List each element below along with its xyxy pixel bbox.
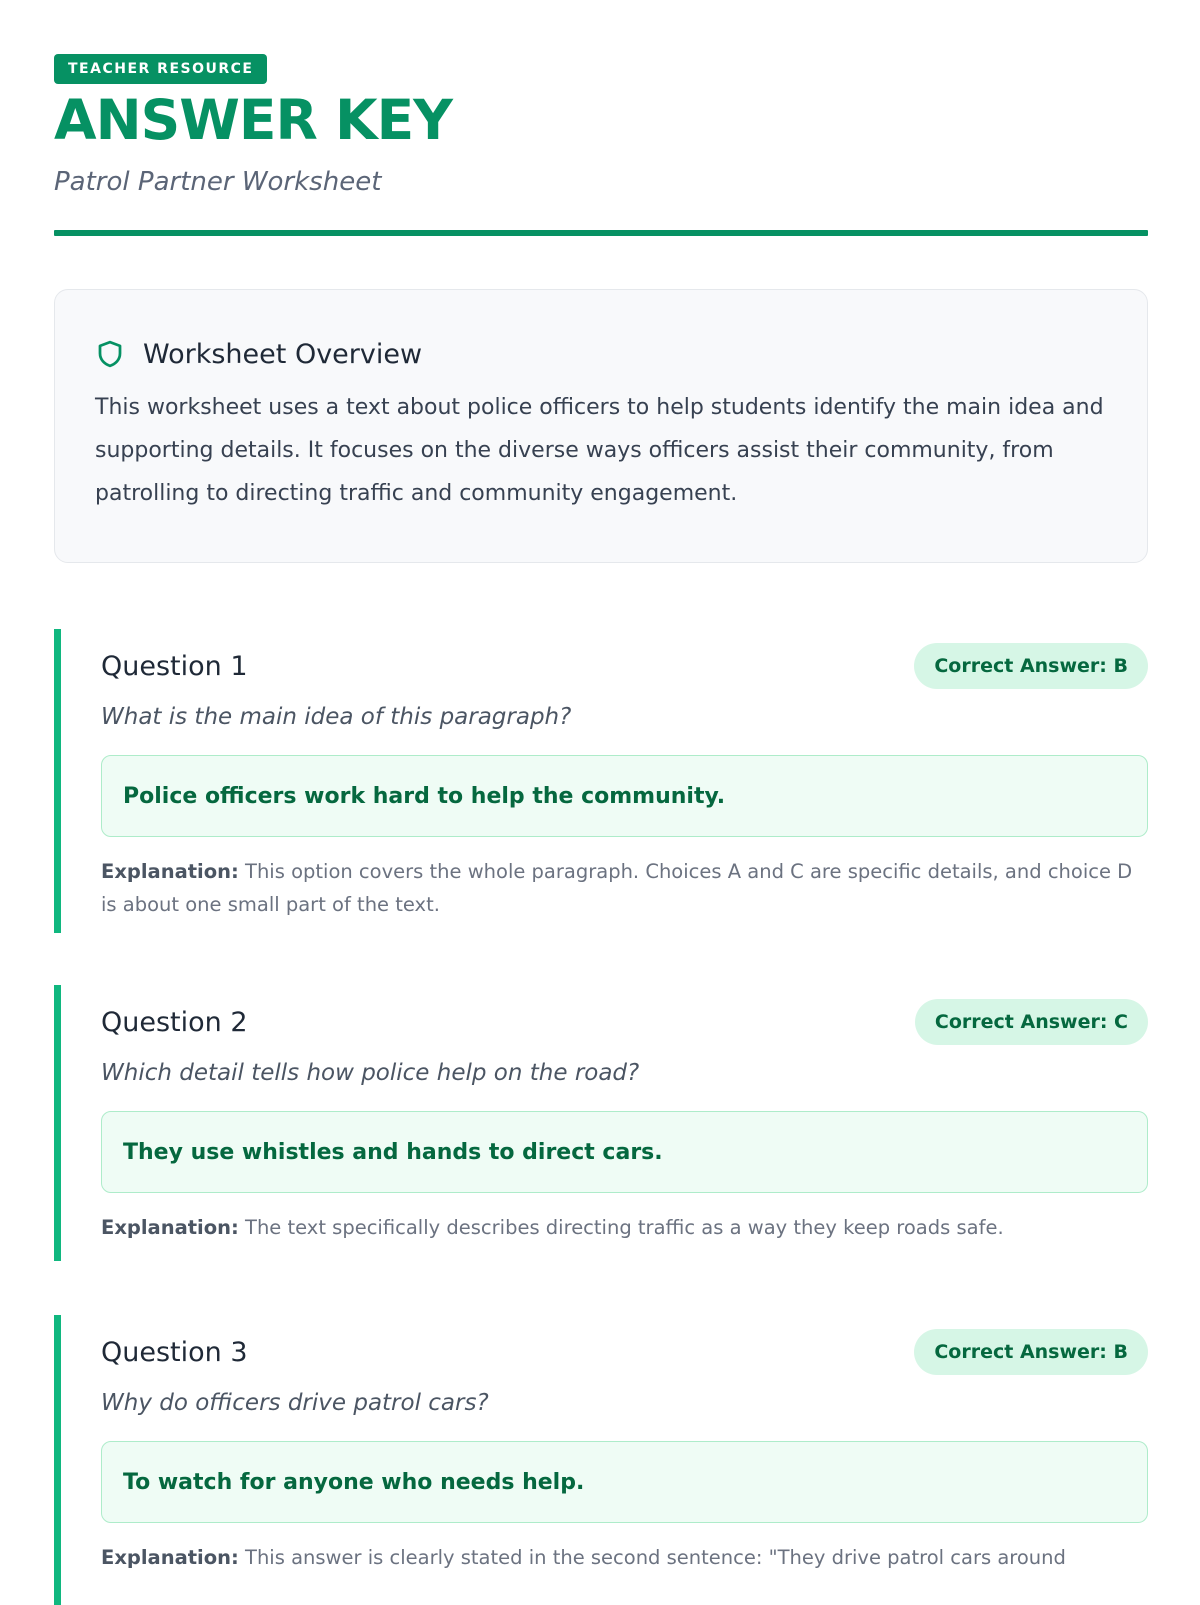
answer-key-page [54, 54, 1148, 1605]
correct-answer-box: Police officers work hard to help the community. [101, 755, 1148, 837]
question-card-1 [54, 629, 1148, 933]
overview-header [95, 334, 1107, 374]
explanation-text [101, 1541, 1148, 1574]
overview-text: This worksheet uses a text about police officers to help students identify the main idea and supporting details. It focuses on the diverse ways officers assist their community, from patrolling to directing traffic and community engagement. [95, 395, 1104, 506]
question-header [101, 999, 1148, 1045]
question-header [101, 1329, 1148, 1375]
correct-answer-box: To watch for anyone who needs help. [101, 1441, 1148, 1523]
question-prompt: Which detail tells how police help on the road? [101, 1060, 640, 1086]
correct-answer-box: They use whistles and hands to direct cars. [101, 1111, 1148, 1193]
explanation-text [101, 855, 1148, 921]
page-subtitle: Patrol Partner Worksheet [54, 167, 382, 197]
correct-answer-badge: Correct Answer: B [914, 1329, 1148, 1375]
explanation-body: This option covers the whole paragraph. Choices A and C are specific details, and choice D is about one small part of the text. [101, 860, 1133, 916]
page-title: ANSWER KEY [54, 88, 452, 152]
question-prompt: Why do officers drive patrol cars? [101, 1390, 489, 1416]
correct-answer-badge: Correct Answer: B [914, 643, 1148, 689]
explanation-text [101, 1211, 1148, 1244]
question-header [101, 643, 1148, 689]
teacher-resource-badge: TEACHER RESOURCE [54, 54, 267, 84]
question-title: Question 1 [101, 650, 248, 682]
explanation-label: Explanation: [101, 1546, 239, 1569]
overview-title: Worksheet Overview [143, 338, 423, 370]
explanation-label: Explanation: [101, 860, 239, 883]
correct-answer-badge: Correct Answer: C [915, 999, 1148, 1045]
question-title: Question 2 [101, 1006, 248, 1038]
question-card-2 [54, 985, 1148, 1261]
worksheet-overview-card [54, 289, 1148, 563]
explanation-label: Explanation: [101, 1216, 239, 1239]
explanation-body: This answer is clearly stated in the second sentence: "They drive patrol cars around [245, 1546, 1066, 1569]
shield-icon [95, 339, 125, 369]
question-card-3 [54, 1315, 1148, 1605]
header-divider [54, 230, 1148, 236]
question-prompt: What is the main idea of this paragraph? [101, 704, 572, 730]
question-title: Question 3 [101, 1336, 248, 1368]
explanation-body: The text specifically describes directing traffic as a way they keep roads safe. [245, 1216, 1004, 1239]
